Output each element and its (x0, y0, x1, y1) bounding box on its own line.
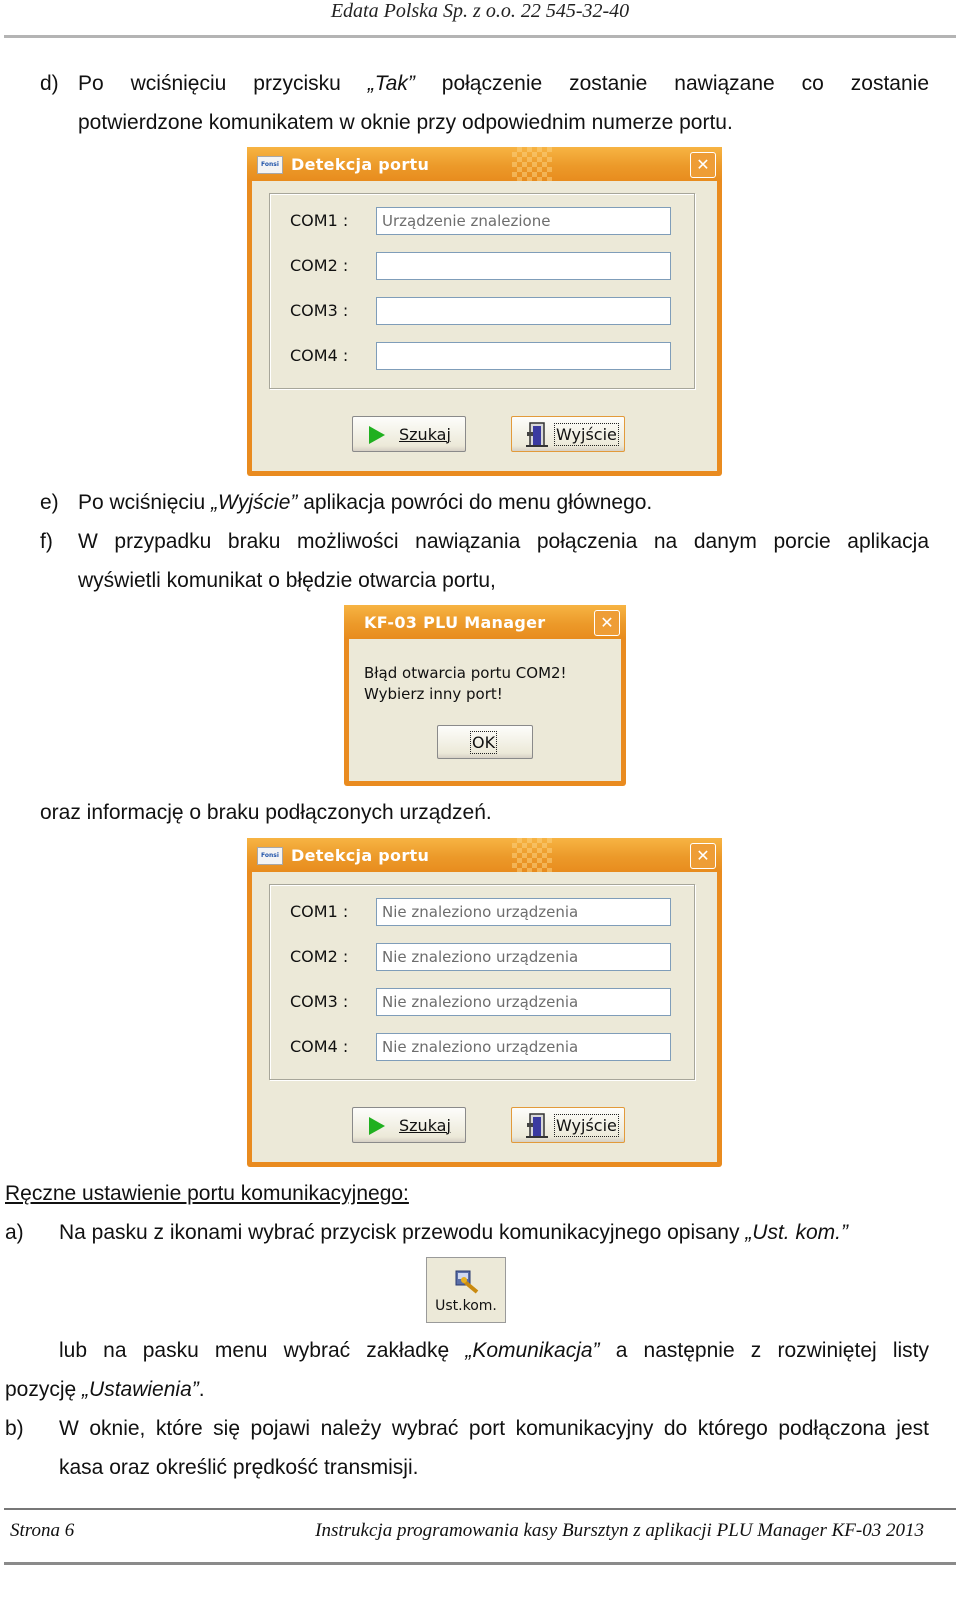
step-e-text-pre: Po wciśnięciu (78, 491, 212, 514)
close-icon[interactable]: ✕ (690, 152, 716, 178)
step-d-marker: d) (40, 72, 59, 95)
port-field-com3[interactable] (376, 297, 671, 325)
or-line2-pre: pozycję (5, 1378, 83, 1401)
error-dialog (344, 605, 626, 786)
step-a-line (59, 1213, 848, 1253)
exit-button-label: Wyjście (556, 425, 617, 444)
dialog-titlebar (247, 147, 722, 181)
error-dialog-titlebar (344, 605, 626, 639)
step-d-line1 (78, 64, 929, 104)
step-e-marker: e) (40, 491, 59, 514)
or-line1 (59, 1331, 929, 1371)
step-d-text-post: połączenie zostanie nawiązane co zostanie (414, 72, 929, 95)
dialog-title: Detekcja portu (291, 846, 430, 865)
search-button[interactable] (352, 1107, 466, 1143)
port-field-com1[interactable]: Nie znaleziono urządzenia (376, 898, 671, 926)
port-field-com2[interactable] (376, 252, 671, 280)
exit-button-label: Wyjście (556, 1116, 617, 1135)
or-line1-post: a następnie z rozwiniętej listy (599, 1339, 929, 1362)
step-b-marker: b) (5, 1417, 24, 1440)
ust-kom-label: Ust.kom. (435, 1298, 497, 1314)
port-field-com1[interactable]: Urządzenie znalezione (376, 207, 671, 235)
dialog-title: Detekcja portu (291, 155, 430, 174)
dialog-body (252, 181, 717, 471)
port-field-com4[interactable]: Nie znaleziono urządzenia (376, 1033, 671, 1061)
port-field-com4[interactable] (376, 342, 671, 370)
step-f-line1: W przypadku braku możliwości nawiązania połączenia na danym porcie aplikacja (78, 530, 929, 553)
port-detection-dialog-notfound (247, 838, 722, 1167)
dialog-body (252, 872, 717, 1162)
error-dialog-title: KF-03 PLU Manager (364, 613, 546, 632)
step-e-text-post: aplikacja powróci do menu głównego. (297, 491, 653, 514)
port-label-com4: COM4 : (290, 346, 349, 365)
step-b-line1: W oknie, które się pojawi należy wybrać port komunikacyjny do którego podłączona jest (59, 1417, 929, 1440)
step-e-line (78, 483, 652, 523)
dialog-titlebar (247, 838, 722, 872)
app-logo-icon: Fonsi (257, 847, 283, 865)
port-detection-dialog-found (247, 147, 722, 476)
or-line2 (5, 1370, 205, 1410)
ust-kom-toolbar-button[interactable] (426, 1257, 506, 1323)
page-header: Edata Polska Sp. z o.o. 22 545-32-40 (330, 0, 630, 22)
step-e-emphasis: „Wyjście” (211, 491, 298, 514)
section-heading (5, 1174, 409, 1214)
footer-divider (4, 1508, 956, 1510)
footer-doc-title: Instrukcja programowania kasy Bursztyn z aplikacji PLU Manager KF-03 2013 (315, 1520, 924, 1541)
step-b-line2: kasa oraz określić prędkość transmisji. (59, 1456, 419, 1479)
door-exit-icon (526, 1113, 550, 1139)
step-d-text-pre: Po wciśnięciu przycisku (78, 72, 368, 95)
play-icon (369, 426, 385, 444)
play-icon (369, 1117, 385, 1135)
port-label-com1: COM1 : (290, 211, 349, 230)
step-f-marker: f) (40, 530, 53, 553)
header-divider (4, 35, 956, 38)
door-exit-icon (526, 422, 550, 448)
step-a-text: Na pasku z ikonami wybrać przycisk przewodu komunikacyjnego opisany (59, 1221, 746, 1244)
ok-button[interactable] (437, 725, 533, 759)
step-a-marker: a) (5, 1221, 24, 1244)
info-line: oraz informację o braku podłączonych urządzeń. (40, 801, 492, 824)
port-label-com2: COM2 : (290, 947, 349, 966)
close-icon[interactable]: ✕ (690, 843, 716, 869)
or-line1-pre: lub na pasku menu wybrać zakładkę (59, 1339, 466, 1362)
port-label-com3: COM3 : (290, 301, 349, 320)
step-a-emphasis: „Ust. kom.” (745, 1221, 848, 1244)
ok-button-label: OK (472, 733, 496, 752)
error-dialog-body (349, 639, 621, 781)
port-field-com3[interactable]: Nie znaleziono urządzenia (376, 988, 671, 1016)
step-d-emphasis: „Tak” (367, 72, 415, 95)
search-button-label: Szukaj (399, 425, 451, 444)
app-logo-icon: Fonsi (257, 156, 283, 174)
or-line2-post: . (198, 1378, 205, 1401)
port-label-com2: COM2 : (290, 256, 349, 275)
titlebar-pattern (512, 147, 552, 181)
step-f-line2: wyświetli komunikat o błędzie otwarcia portu, (78, 569, 496, 592)
titlebar-pattern (512, 838, 552, 872)
search-button[interactable] (352, 416, 466, 452)
exit-button[interactable] (511, 416, 625, 452)
error-message-line2: Wybierz inny port! (364, 685, 503, 703)
port-label-com1: COM1 : (290, 902, 349, 921)
step-d-line2: potwierdzone komunikatem w oknie przy odpowiednim numerze portu. (78, 111, 733, 134)
cable-wrench-icon (453, 1266, 481, 1294)
error-message-line1: Błąd otwarcia portu COM2! (364, 664, 567, 682)
port-field-com2[interactable]: Nie znaleziono urządzenia (376, 943, 671, 971)
or-line1-emphasis: „Komunikacja” (465, 1339, 600, 1362)
or-line2-emphasis: „Ustawienia” (82, 1378, 199, 1401)
port-label-com4: COM4 : (290, 1037, 349, 1056)
section-heading-text: Ręczne ustawienie portu komunikacyjnego: (5, 1182, 409, 1205)
port-label-com3: COM3 : (290, 992, 349, 1011)
search-button-label: Szukaj (399, 1116, 451, 1135)
exit-button[interactable] (511, 1107, 625, 1143)
footer-bottom-line (4, 1562, 956, 1565)
footer-page-number: Strona 6 (10, 1520, 75, 1541)
close-icon[interactable]: ✕ (594, 610, 620, 636)
